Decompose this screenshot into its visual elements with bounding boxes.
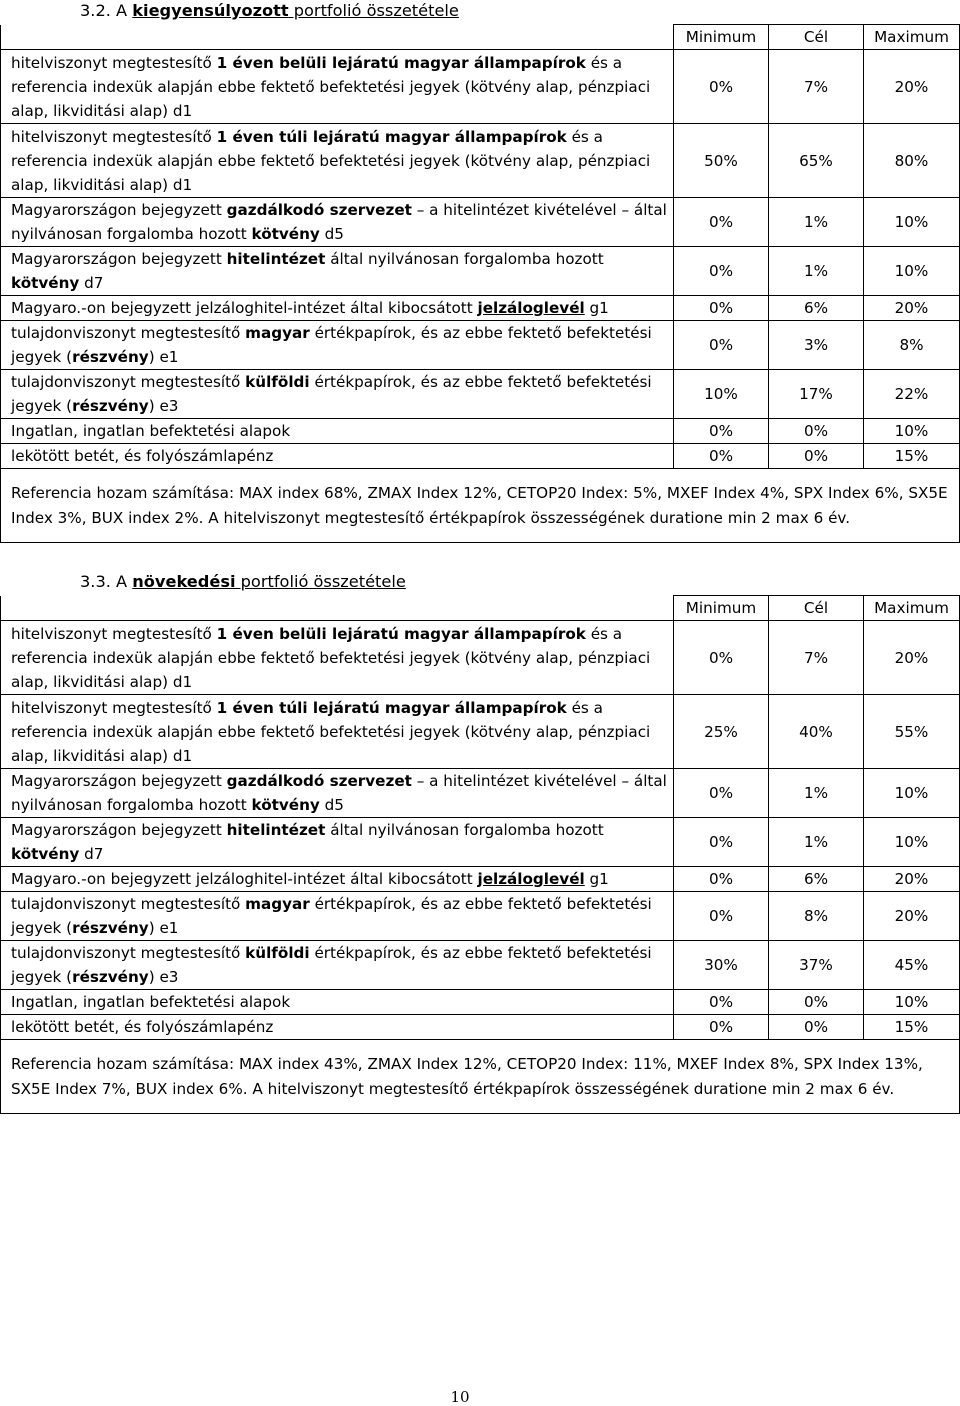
table-row [1, 124, 960, 198]
label-segment: hitelviszonyt megtestesítő [11, 127, 217, 146]
maximum-value: 8% [864, 321, 960, 370]
minimum-value: 0% [674, 892, 769, 941]
table-row [1, 769, 960, 818]
minimum-value: 0% [674, 296, 769, 321]
asset-class-label [1, 296, 674, 321]
table-row [1, 198, 960, 247]
label-segment: – a hitelintézet kivételével – által nyilvánosan forgalomba hozott [11, 772, 667, 814]
portfolio-table-kiegyensulyozott [0, 24, 960, 543]
header-minimum: Minimum [674, 25, 769, 50]
asset-class-label [1, 124, 674, 198]
header-blank [1, 25, 674, 50]
table-row [1, 321, 960, 370]
asset-class-label [1, 695, 674, 769]
maximum-value: 80% [864, 124, 960, 198]
label-segment: értékpapírok, és az ebbe fektető befektetési jegyek ( [11, 944, 652, 986]
target-value: 0% [769, 419, 864, 444]
maximum-value: 10% [864, 247, 960, 296]
maximum-value: 10% [864, 990, 960, 1015]
label-segment: tulajdonviszonyt megtestesítő [11, 324, 246, 342]
minimum-value: 0% [674, 621, 769, 695]
minimum-value: 0% [674, 419, 769, 444]
asset-class-label [1, 247, 674, 296]
page-number: 10 [450, 1388, 470, 1406]
label-segment: és a referencia indexük alapján ebbe fektető befektetési jegyek (kötvény alap, pénzpiaci alap, likviditási alap) d1 [11, 624, 651, 691]
section-title-rest: portfolió összetétele [288, 1, 459, 20]
label-segment: Magyaro.-on bejegyzett jelzáloghitel-intézet által kibocsátott [11, 299, 478, 317]
target-value: 8% [769, 892, 864, 941]
label-segment: külföldi [245, 373, 310, 391]
table-row [1, 370, 960, 419]
asset-class-label [1, 50, 674, 124]
section-title-kiegyensulyozott [80, 1, 459, 21]
label-segment: magyar [245, 324, 310, 342]
minimum-value: 0% [674, 990, 769, 1015]
label-segment: d5 [319, 796, 344, 814]
label-segment: által nyilvánosan forgalomba hozott [325, 250, 604, 268]
label-segment: 1 éven belüli lejáratú magyar állampapírok [216, 624, 586, 643]
minimum-value: 0% [674, 1015, 769, 1040]
label-segment: gazdálkodó szervezet [226, 772, 412, 790]
target-value: 1% [769, 769, 864, 818]
label-segment: gazdálkodó szervezet [226, 201, 412, 219]
section-title-bold: kiegyensúlyozott [132, 1, 289, 20]
label-segment: g1 [584, 870, 609, 888]
asset-class-label [1, 892, 674, 941]
maximum-value: 15% [864, 444, 960, 469]
label-segment: értékpapírok, és az ebbe fektető befektetési jegyek ( [11, 895, 652, 937]
target-value: 7% [769, 621, 864, 695]
asset-class-label [1, 444, 674, 469]
label-segment: hitelviszonyt megtestesítő [11, 698, 217, 717]
maximum-value: 20% [864, 892, 960, 941]
reference-yield-note: Referencia hozam számítása: MAX index 43%, ZMAX Index 12%, CETOP20 Index: 11%, MXEF Index 8%, SPX Index 13%, SX5E Index 7%, BUX index 6%. A hitelviszonyt megtestesítő értékpapírok összességének duratione min 2 max 6 év. [1, 1040, 960, 1114]
label-segment: tulajdonviszonyt megtestesítő [11, 944, 246, 962]
label-segment: Magyarországon bejegyzett [11, 772, 227, 790]
label-segment: Ingatlan, ingatlan befektetési alapok [11, 993, 291, 1011]
label-segment: hitelviszonyt megtestesítő [11, 53, 217, 72]
section-number: 3.3. A [80, 572, 133, 591]
maximum-value: 22% [864, 370, 960, 419]
target-value: 1% [769, 247, 864, 296]
label-segment: 1 éven belüli lejáratú magyar állampapírok [216, 53, 586, 72]
asset-class-label [1, 370, 674, 419]
minimum-value: 0% [674, 321, 769, 370]
table-row [1, 990, 960, 1015]
label-segment: lekötött betét, és folyószámlapénz [11, 447, 274, 465]
label-segment: g1 [584, 299, 609, 317]
label-segment: Magyarországon bejegyzett [11, 201, 227, 219]
header-cel: Cél [769, 596, 864, 621]
label-segment: hitelintézet [226, 250, 326, 268]
asset-class-label [1, 941, 674, 990]
target-value: 1% [769, 198, 864, 247]
header-cel: Cél [769, 25, 864, 50]
target-value: 7% [769, 50, 864, 124]
label-segment: és a referencia indexük alapján ebbe fektető befektetési jegyek (kötvény alap, pénzpiaci alap, likviditási alap) d1 [11, 53, 651, 120]
label-segment: Magyarországon bejegyzett [11, 250, 227, 268]
label-segment: Magyarországon bejegyzett [11, 821, 227, 839]
asset-class-label [1, 990, 674, 1015]
table-row [1, 892, 960, 941]
minimum-value: 0% [674, 867, 769, 892]
asset-class-label [1, 867, 674, 892]
label-segment: külföldi [245, 944, 310, 962]
asset-class-label [1, 769, 674, 818]
target-value: 40% [769, 695, 864, 769]
table-row [1, 50, 960, 124]
maximum-value: 10% [864, 818, 960, 867]
label-segment: értékpapírok, és az ebbe fektető befektetési jegyek ( [11, 373, 652, 415]
maximum-value: 10% [864, 769, 960, 818]
label-segment: d7 [79, 274, 104, 292]
table-row [1, 419, 960, 444]
target-value: 37% [769, 941, 864, 990]
section-title-novekedesi [80, 572, 406, 592]
asset-class-label [1, 419, 674, 444]
table-row [1, 818, 960, 867]
minimum-value: 0% [674, 444, 769, 469]
reference-yield-note: Referencia hozam számítása: MAX index 68%, ZMAX Index 12%, CETOP20 Index: 5%, MXEF Index 4%, SPX Index 6%, SX5E Index 3%, BUX index 2%. A hitelviszonyt megtestesítő értékpapírok összességének duratione min 2 max 6 év. [1, 469, 960, 543]
label-segment: értékpapírok, és az ebbe fektető befektetési jegyek ( [11, 324, 652, 366]
label-segment: 1 éven túli lejáratú magyar állampapírok [216, 127, 567, 146]
label-segment: hitelviszonyt megtestesítő [11, 624, 217, 643]
label-segment: kötvény [11, 274, 80, 292]
maximum-value: 45% [864, 941, 960, 990]
label-segment: ) e3 [148, 397, 179, 415]
label-segment: részvény [72, 968, 149, 986]
table-row [1, 867, 960, 892]
label-segment: lekötött betét, és folyószámlapénz [11, 1018, 274, 1036]
table-row [1, 1015, 960, 1040]
minimum-value: 25% [674, 695, 769, 769]
maximum-value: 55% [864, 695, 960, 769]
minimum-value: 10% [674, 370, 769, 419]
maximum-value: 20% [864, 867, 960, 892]
target-value: 0% [769, 444, 864, 469]
table-row [1, 296, 960, 321]
label-segment: tulajdonviszonyt megtestesítő [11, 895, 246, 913]
label-segment: és a referencia indexük alapján ebbe fektető befektetési jegyek (kötvény alap, pénzpiaci alap, likviditási alap) d1 [11, 698, 651, 765]
label-segment: részvény [72, 919, 149, 937]
asset-class-label [1, 1015, 674, 1040]
label-segment: jelzáloglevél [477, 870, 585, 888]
minimum-value: 0% [674, 50, 769, 124]
maximum-value: 20% [864, 296, 960, 321]
label-segment: kötvény [251, 225, 320, 243]
table-row [1, 695, 960, 769]
label-segment: jelzáloglevél [477, 299, 585, 317]
maximum-value: 10% [864, 419, 960, 444]
target-value: 65% [769, 124, 864, 198]
minimum-value: 0% [674, 818, 769, 867]
minimum-value: 0% [674, 247, 769, 296]
table-row [1, 247, 960, 296]
target-value: 17% [769, 370, 864, 419]
maximum-value: 10% [864, 198, 960, 247]
minimum-value: 30% [674, 941, 769, 990]
label-segment: magyar [245, 895, 310, 913]
label-segment: – a hitelintézet kivételével – által nyilvánosan forgalomba hozott [11, 201, 667, 243]
asset-class-label [1, 818, 674, 867]
header-minimum: Minimum [674, 596, 769, 621]
maximum-value: 20% [864, 50, 960, 124]
section-number: 3.2. A [80, 1, 133, 20]
label-segment: d5 [319, 225, 344, 243]
label-segment: és a referencia indexük alapján ebbe fektető befektetési jegyek (kötvény alap, pénzpiaci alap, likviditási alap) d1 [11, 127, 651, 194]
label-segment: 1 éven túli lejáratú magyar állampapírok [216, 698, 567, 717]
header-blank [1, 596, 674, 621]
target-value: 6% [769, 867, 864, 892]
table-row [1, 444, 960, 469]
label-segment: kötvény [251, 796, 320, 814]
label-segment: tulajdonviszonyt megtestesítő [11, 373, 246, 391]
target-value: 3% [769, 321, 864, 370]
label-segment: Magyaro.-on bejegyzett jelzáloghitel-intézet által kibocsátott [11, 870, 478, 888]
target-value: 0% [769, 1015, 864, 1040]
label-segment: részvény [72, 397, 149, 415]
minimum-value: 50% [674, 124, 769, 198]
target-value: 6% [769, 296, 864, 321]
header-maximum: Maximum [864, 596, 960, 621]
label-segment: hitelintézet [226, 821, 326, 839]
label-segment: által nyilvánosan forgalomba hozott [325, 821, 604, 839]
label-segment: d7 [79, 845, 104, 863]
asset-class-label [1, 198, 674, 247]
table-row [1, 621, 960, 695]
asset-class-label [1, 621, 674, 695]
label-segment: ) e1 [148, 348, 179, 366]
maximum-value: 20% [864, 621, 960, 695]
maximum-value: 15% [864, 1015, 960, 1040]
table-row [1, 941, 960, 990]
section-title-bold: növekedési [132, 572, 236, 591]
asset-class-label [1, 321, 674, 370]
label-segment: ) e3 [148, 968, 179, 986]
target-value: 1% [769, 818, 864, 867]
target-value: 0% [769, 990, 864, 1015]
minimum-value: 0% [674, 198, 769, 247]
header-maximum: Maximum [864, 25, 960, 50]
portfolio-table-novekedesi [0, 595, 960, 1114]
section-title-rest: portfolió összetétele [235, 572, 406, 591]
label-segment: Ingatlan, ingatlan befektetési alapok [11, 422, 291, 440]
label-segment: részvény [72, 348, 149, 366]
label-segment: ) e1 [148, 919, 179, 937]
minimum-value: 0% [674, 769, 769, 818]
label-segment: kötvény [11, 845, 80, 863]
